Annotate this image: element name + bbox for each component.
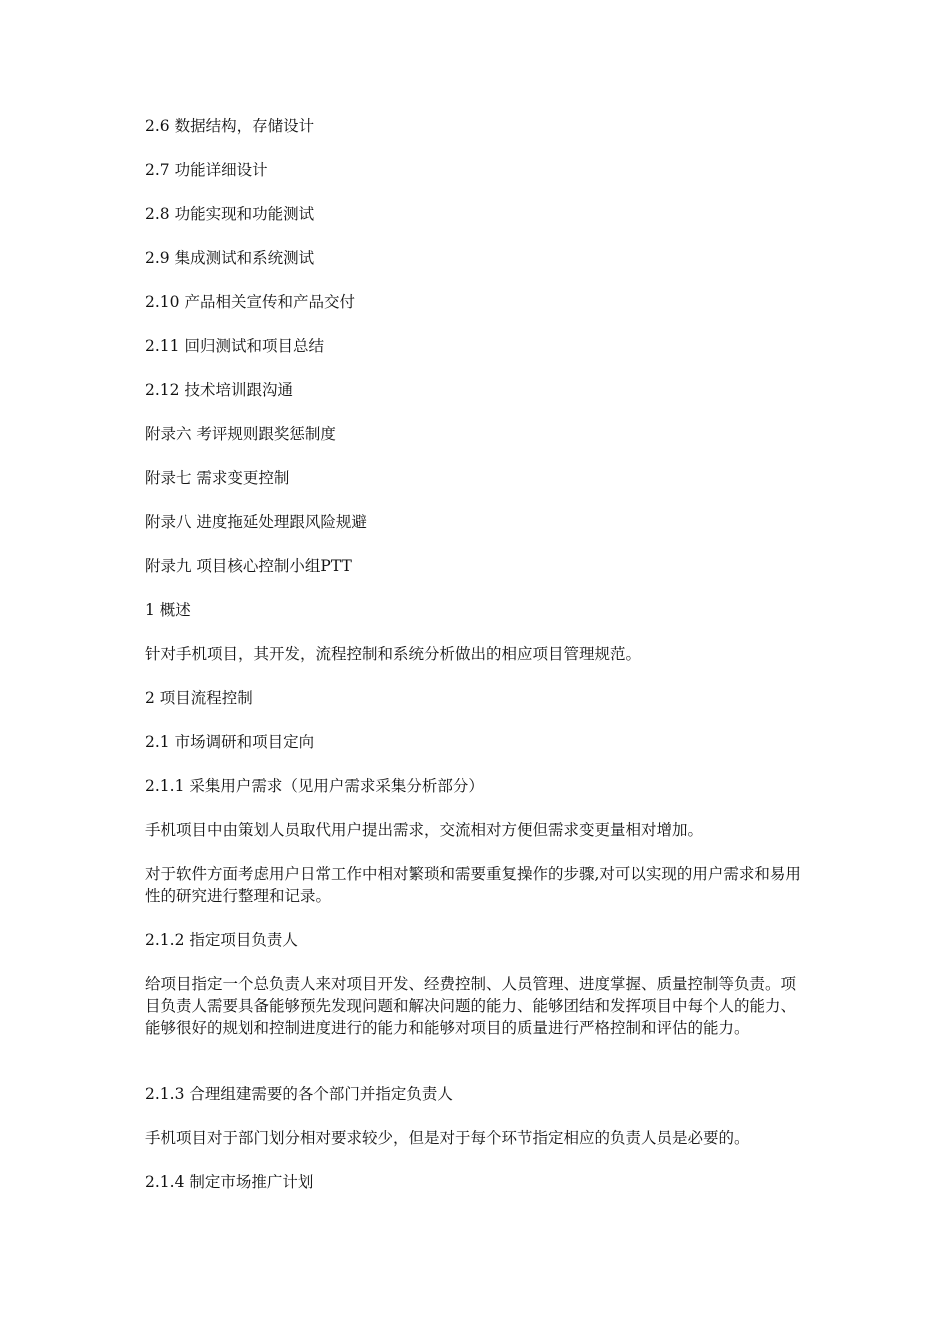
toc-appendix-7: 附录七 需求变更控制 bbox=[145, 469, 290, 487]
paragraph-overview: 针对手机项目，其开发，流程控制和系统分析做出的相应项目管理规范。 bbox=[145, 645, 642, 663]
toc-item-2-8: 2.8 功能实现和功能测试 bbox=[145, 205, 315, 223]
section-heading-2-1-3: 2.1.3 合理组建需要的各个部门并指定负责人 bbox=[145, 1085, 453, 1103]
toc-item-2-9: 2.9 集成测试和系统测试 bbox=[145, 249, 315, 267]
section-heading-2-1: 2.1 市场调研和项目定向 bbox=[145, 733, 315, 751]
section-heading-1: 1 概述 bbox=[145, 601, 191, 619]
toc-item-2-7: 2.7 功能详细设计 bbox=[145, 161, 268, 179]
toc-appendix-8: 附录八 进度拖延处理跟风险规避 bbox=[145, 513, 367, 531]
toc-item-2-12: 2.12 技术培训跟沟通 bbox=[145, 381, 293, 399]
section-heading-2-1-4: 2.1.4 制定市场推广计划 bbox=[145, 1173, 314, 1191]
paragraph-requirements: 手机项目中由策划人员取代用户提出需求，交流相对方便但需求变更量相对增加。 bbox=[145, 821, 704, 839]
section-heading-2: 2 项目流程控制 bbox=[145, 689, 253, 707]
paragraph-project-leader: 给项目指定一个总负责人来对项目开发、经费控制、人员管理、进度掌握、质量控制等负责。项目负责人需要具备能够预先发现问题和解决问题的能力、能够团结和发挥项目中每个人的能力、能够很好的规划和控制进度进行的能力和能够对项目的质量进行严格控制和评估的能力。 bbox=[145, 975, 797, 1037]
toc-item-2-11: 2.11 回归测试和项目总结 bbox=[145, 337, 324, 355]
toc-item-2-10: 2.10 产品相关宣传和产品交付 bbox=[145, 293, 355, 311]
section-heading-2-1-1: 2.1.1 采集用户需求（见用户需求采集分析部分） bbox=[145, 777, 484, 795]
paragraph-departments: 手机项目对于部门划分相对要求较少，但是对于每个环节指定相应的负责人员是必要的。 bbox=[145, 1129, 750, 1147]
toc-appendix-6: 附录六 考评规则跟奖惩制度 bbox=[145, 425, 336, 443]
toc-item-2-6: 2.6 数据结构，存储设计 bbox=[145, 117, 315, 135]
paragraph-software-usability: 对于软件方面考虑用户日常工作中相对繁琐和需要重复操作的步骤,对可以实现的用户需求和易用性的研究进行整理和记录。 bbox=[145, 865, 801, 905]
section-heading-2-1-2: 2.1.2 指定项目负责人 bbox=[145, 931, 298, 949]
toc-appendix-9: 附录九 项目核心控制小组PTT bbox=[145, 557, 352, 575]
